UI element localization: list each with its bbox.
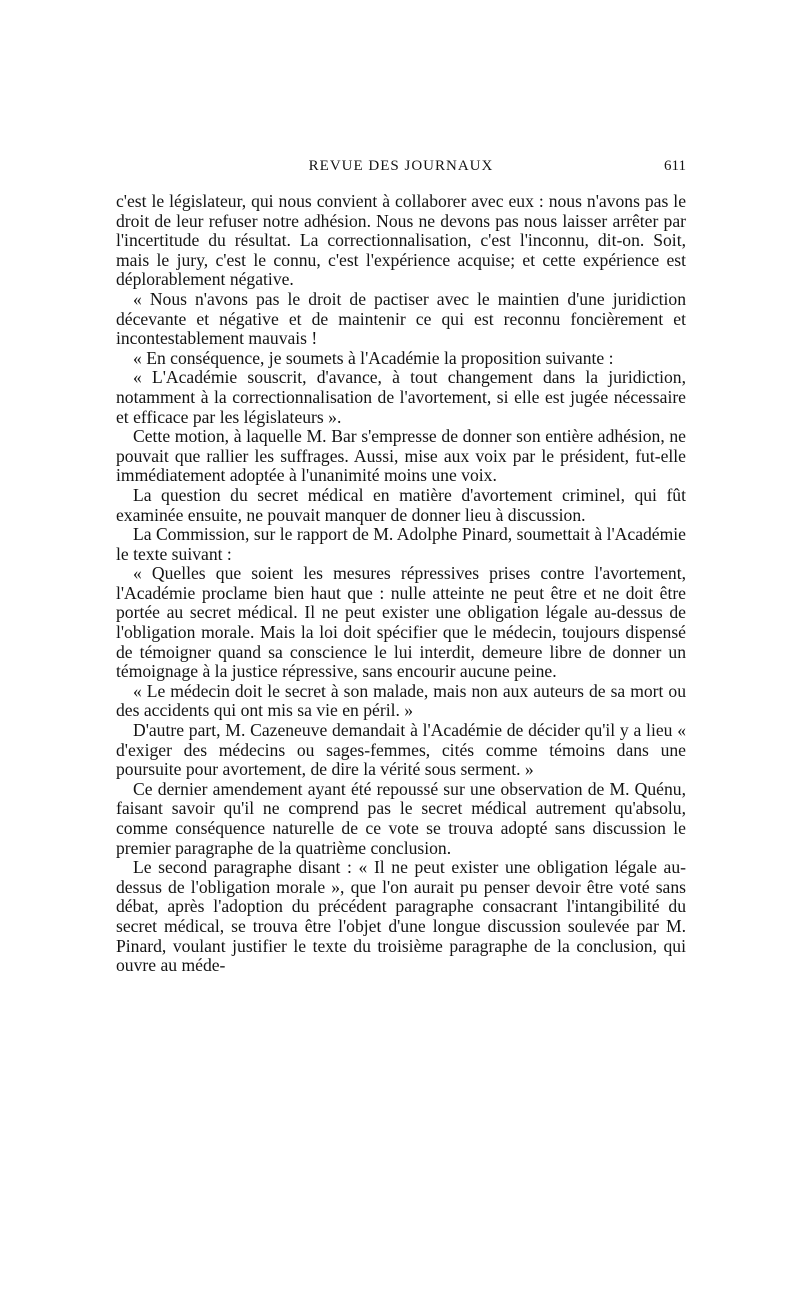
- paragraph: Ce dernier amendement ayant été repoussé sur une observation de M. Quénu, faisant savoir qu'il ne comprend pas le secret médical autrement qu'absolu, comme conséquence naturelle de ce vote se trouva adopté sans discussion le premier paragraphe de la quatrième conclusion.: [116, 778, 686, 858]
- paragraph: « Quelles que soient les mesures répressives prises contre l'avortement, l'Académie proclame bien haut que : nulle atteinte ne peut être et ne doit être portée au secret médical. Il ne peut exister une obligation légale au-dessus de l'obligation morale. Mais la loi doit spécifier que le médecin, toujours dispensé de témoigner quand sa conscience le lui interdit, demeure libre de donner un témoignage à la justice répressive, sans encourir aucune peine.: [116, 563, 686, 682]
- paragraph: « L'Académie souscrit, d'avance, à tout changement dans la juridiction, notamment à la correctionnalisation de l'avortement, si elle est jugée nécessaire et efficace par les législateurs ».: [116, 367, 686, 427]
- paragraph: La Commission, sur le rapport de M. Adolphe Pinard, soumettait à l'Académie le texte suivant :: [116, 524, 686, 564]
- paragraph: D'autre part, M. Cazeneuve demandait à l'Académie de décider qu'il y a lieu « d'exiger des médecins ou sages-femmes, cités comme témoins dans une poursuite pour avortement, de dire la vérité sous serment. »: [116, 720, 686, 780]
- paragraph: c'est le législateur, qui nous convient à collaborer avec eux : nous n'avons pas le droit de leur refuser notre adhésion. Nous ne devons pas nous laisser arrêter par l'incertitude du résultat. La correctionnalisation, c'est l'inconnu, dit-on. Soit, mais le jury, c'est le connu, c'est l'expérience acquise; et cette expérience est déplorablement négative.: [116, 191, 686, 290]
- paragraph: Le second paragraphe disant : « Il ne peut exister une obligation légale au-dessus de l'obligation morale », que l'on aurait pu penser devoir être voté sans débat, après l'adoption du précédent paragraphe consacrant l'intangibilité du secret médical, se trouva être l'objet d'une longue discussion soulevée par M. Pinard, voulant justifier le texte du troisième paragraphe de la conclusion, qui ouvre au méde-: [116, 857, 686, 976]
- body-text: [116, 192, 686, 976]
- running-head: [116, 158, 686, 182]
- running-title: REVUE DES JOURNAUX: [308, 158, 494, 174]
- page-number: 611: [664, 158, 686, 174]
- paragraph: La question du secret médical en matière d'avortement criminel, qui fût examinée ensuite, ne pouvait manquer de donner lieu à discussion.: [116, 484, 686, 525]
- paragraph: Cette motion, à laquelle M. Bar s'empresse de donner son entière adhésion, ne pouvait que rallier les suffrages. Aussi, mise aux voix par le président, fut-elle immédiatement adoptée à l'unanimité moins une voix.: [116, 426, 686, 486]
- paragraph: « Le médecin doit le secret à son malade, mais non aux auteurs de sa mort ou des accidents qui ont mis sa vie en péril. »: [116, 680, 686, 721]
- paragraph: « En conséquence, je soumets à l'Académie la proposition suivante :: [133, 347, 614, 368]
- paragraph: « Nous n'avons pas le droit de pactiser avec le maintien d'une juridiction décevante et négative et de maintenir ce qui est reconnu foncièrement et incontestablement mauvais !: [116, 288, 686, 349]
